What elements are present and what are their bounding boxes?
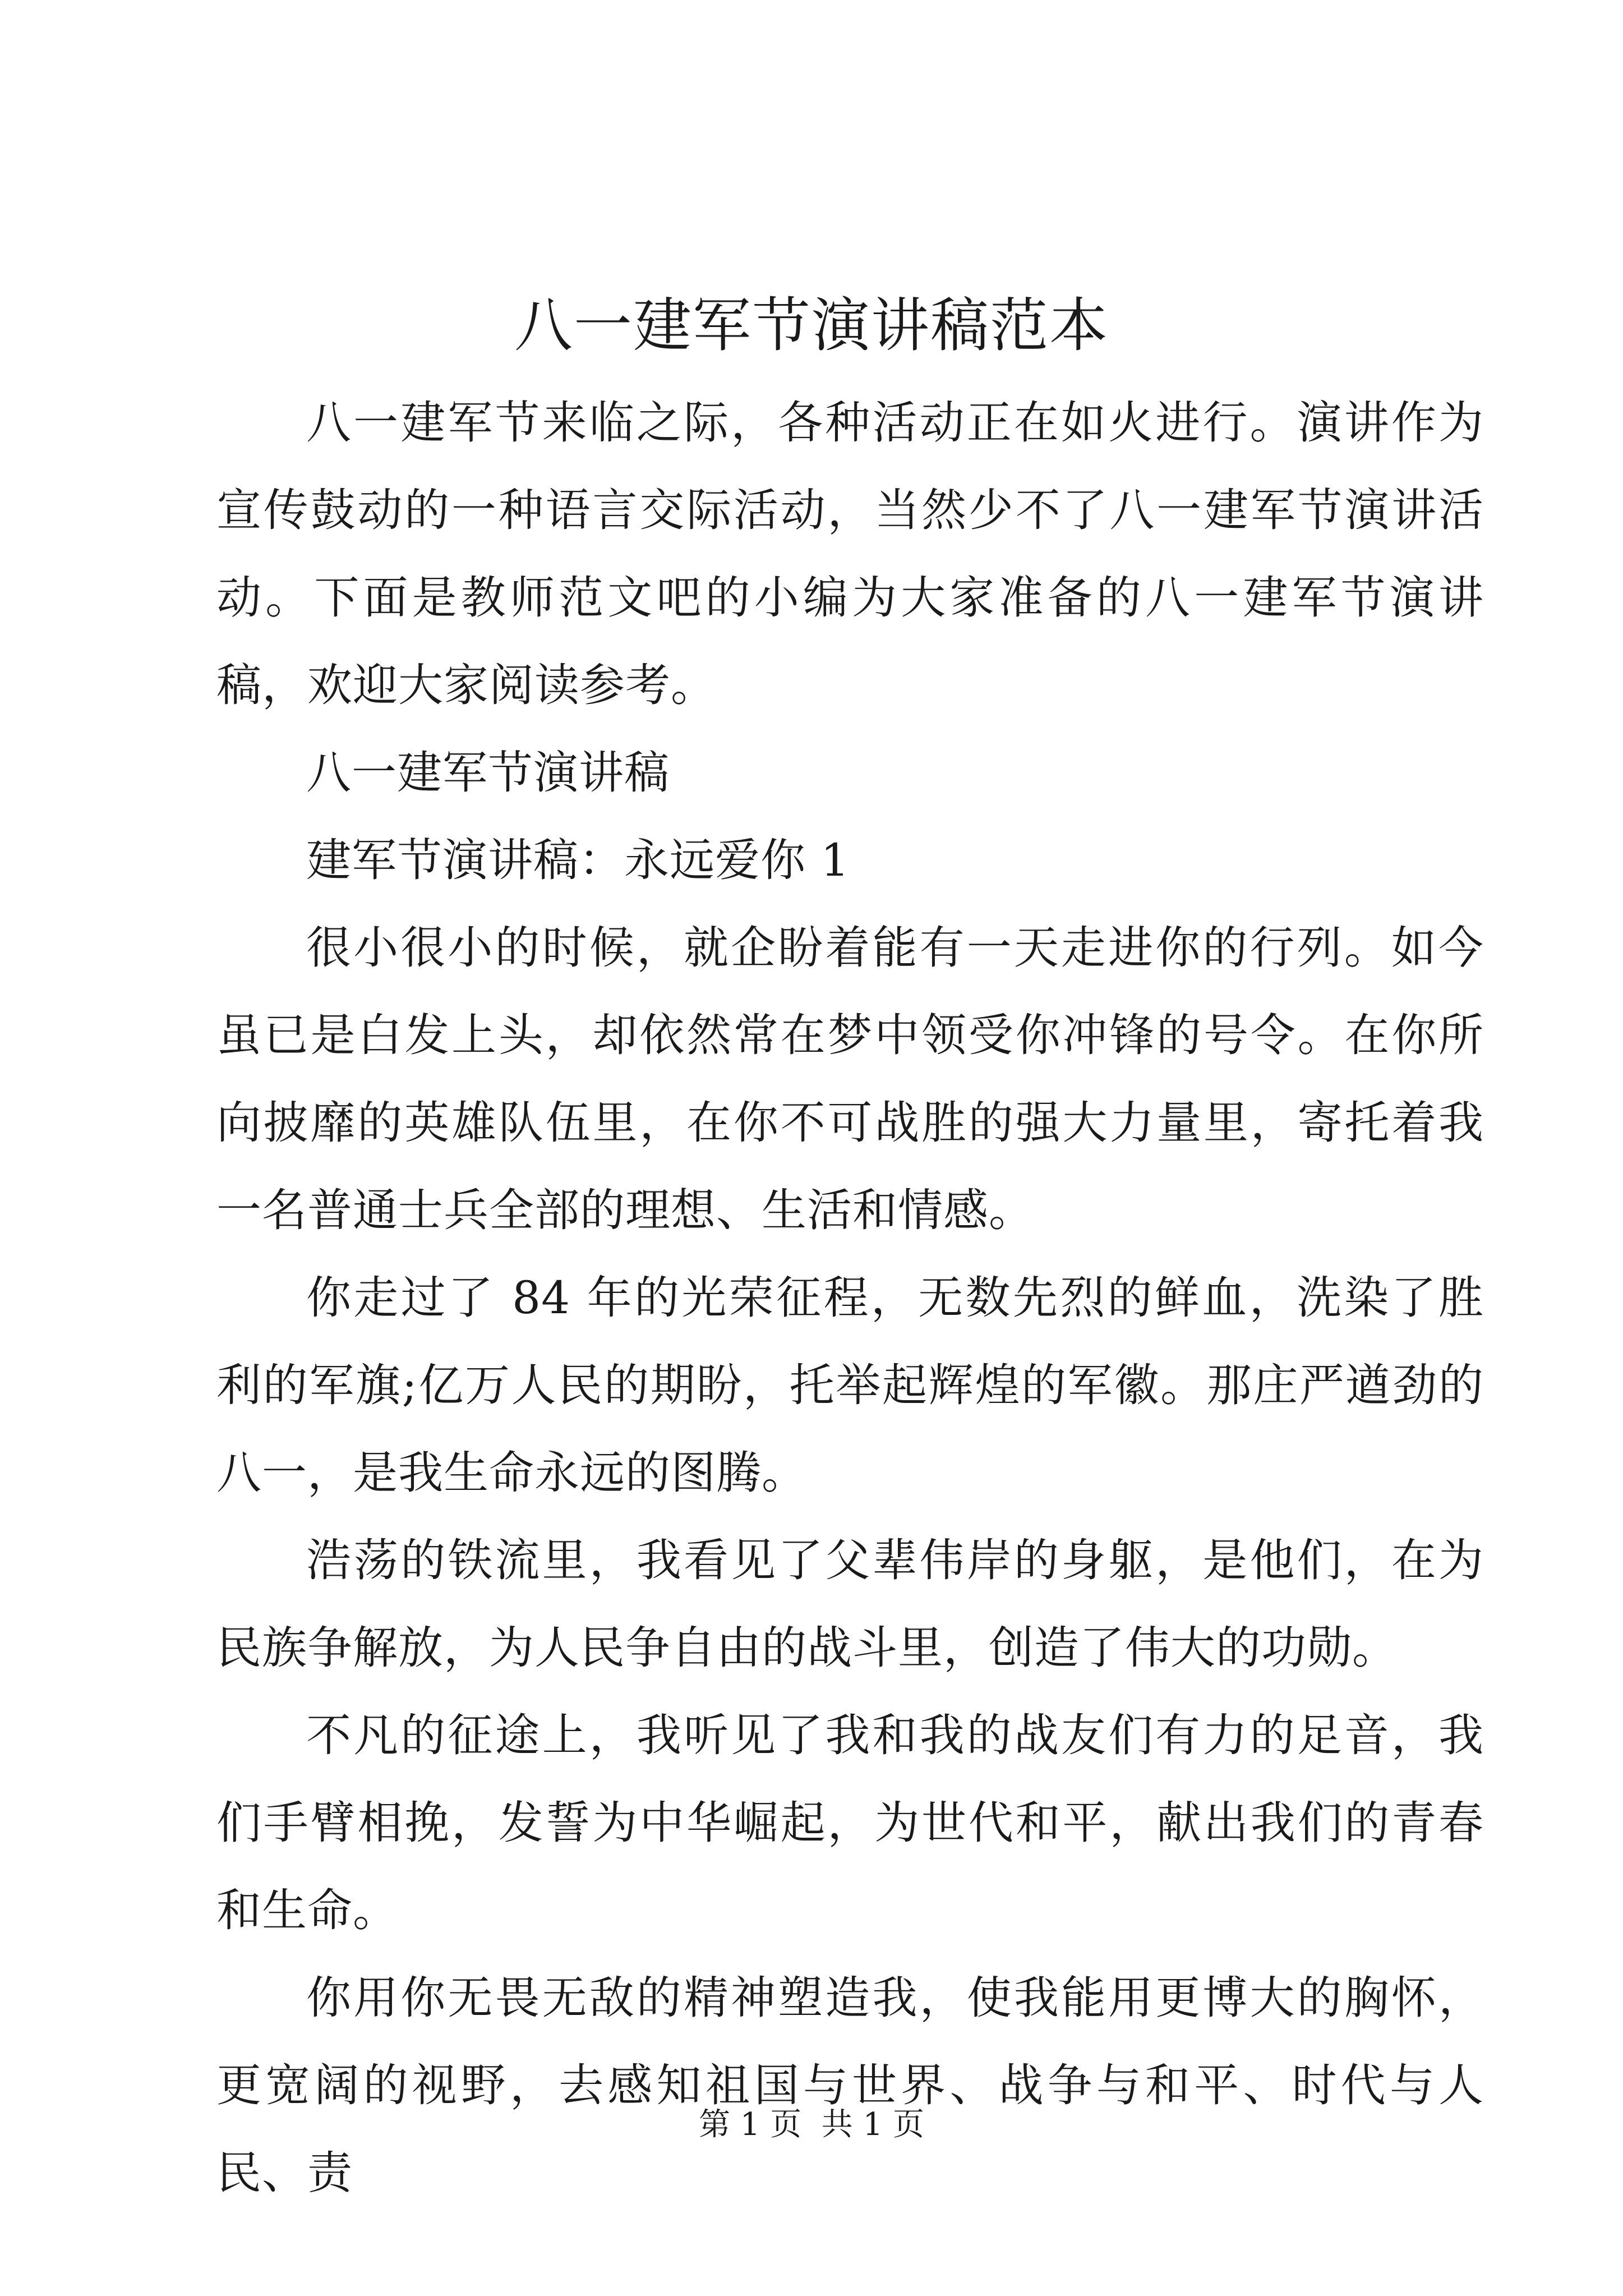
paragraph-body: 很小很小的时候，就企盼着能有一天走进你的行列。如今虽已是白发上头，却依然常在梦中领受你冲锋的号令。在你所向披靡的英雄队伍里，在你不可战胜的强大力量里，寄托着我一名普通士兵全部的理想、生活和情感。: [216, 922, 1484, 1236]
paragraph-body: 浩荡的铁流里，我看见了父辈伟岸的身躯，是他们，在为民族争解放，为人民争自由的战斗里，创造了伟大的功勋。: [216, 1534, 1484, 1674]
paragraph-body: 你走过了 84 年的光荣征程，无数先烈的鲜血，洗染了胜利的军旗;亿万人民的期盼，托举起辉煌的军徽。那庄严遒劲的八一，是我生命永远的图腾。: [216, 1272, 1484, 1499]
paragraph-body: 不凡的征途上，我听见了我和我的战友们有力的足音，我们手臂相挽，发誓为中华崛起，为世代和平，献出我们的青春和生命。: [216, 1709, 1484, 1936]
page-number-label: 第 1 页 共 1 页: [698, 2106, 925, 2143]
document-body: [216, 379, 1484, 2217]
paragraph-heading: 八一建军节演讲稿: [306, 747, 670, 799]
page-footer: [0, 2102, 1623, 2147]
paragraph-subheading: 建军节演讲稿：永远爱你 1: [306, 834, 850, 886]
paragraph-intro: 八一建军节来临之际，各种活动正在如火进行。演讲作为宣传鼓动的一种语言交际活动，当然少不了八一建军节演讲活动。下面是教师范文吧的小编为大家准备的八一建军节演讲稿，欢迎大家阅读参考。: [216, 397, 1484, 711]
paragraph-body: 你用你无畏无敌的精神塑造我，使我能用更博大的胸怀，更宽阔的视野，去感知祖国与世界、战争与和平、时代与人民、责: [216, 1972, 1484, 2199]
document-title: 八一建军节演讲稿范本: [514, 291, 1109, 360]
